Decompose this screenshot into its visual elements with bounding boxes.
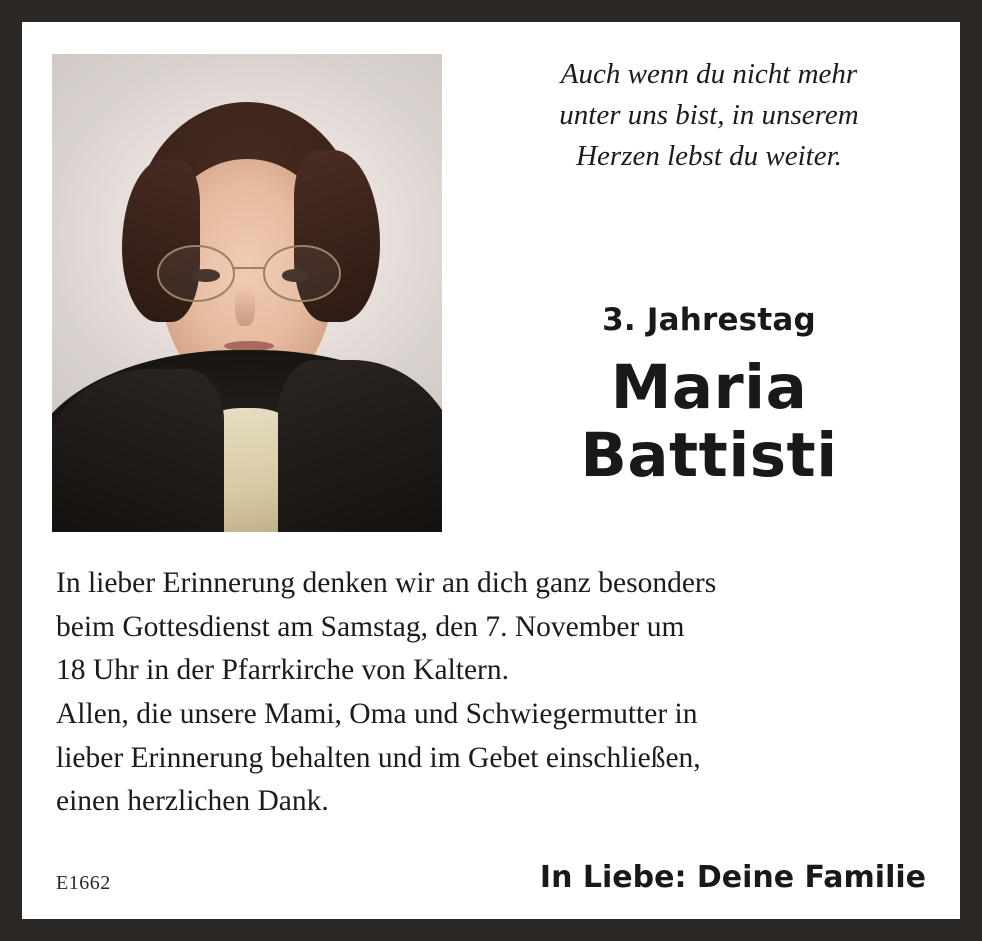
body-line-6: einen herzlichen Dank. [56,785,329,818]
signature-line: In Liebe: Deine Familie [539,860,926,895]
body-line-5: lieber Erinnerung behalten und im Gebet einschließen, [56,741,701,774]
last-name: Battisti [580,420,838,492]
glasses-bridge [232,267,265,269]
top-section [22,22,960,542]
first-name: Maria [610,352,808,423]
name-block [494,302,924,491]
glasses-icon [157,245,340,298]
body-line-3: 18 Uhr in der Pfarrkirche von Kaltern. [56,654,510,687]
quote-line-2: unter uns bist, in unserem [559,99,859,132]
card-inner [22,22,960,919]
reference-code: E1662 [56,872,111,894]
card-footer [56,860,926,895]
body-line-1: In lieber Erinnerung denken wir an dich ganz besonders [56,567,717,599]
quote-line-1: Auch wenn du nicht mehr [560,58,858,90]
anniversary-label: 3. Jahrestag [602,302,816,338]
memorial-body-text [56,562,936,824]
body-line-2: beim Gottesdienst am Samstag, den 7. November um [56,610,685,643]
glasses-lens-left [157,245,234,302]
glasses-lens-right [263,245,340,302]
portrait-image [52,54,442,532]
body-line-4: Allen, die unsere Mami, Oma und Schwiegermutter in [56,697,698,730]
portrait-coat-right [278,360,442,532]
memorial-quote [494,54,924,178]
portrait-photo [52,54,442,532]
quote-line-3: Herzen lebst du weiter. [576,140,842,173]
